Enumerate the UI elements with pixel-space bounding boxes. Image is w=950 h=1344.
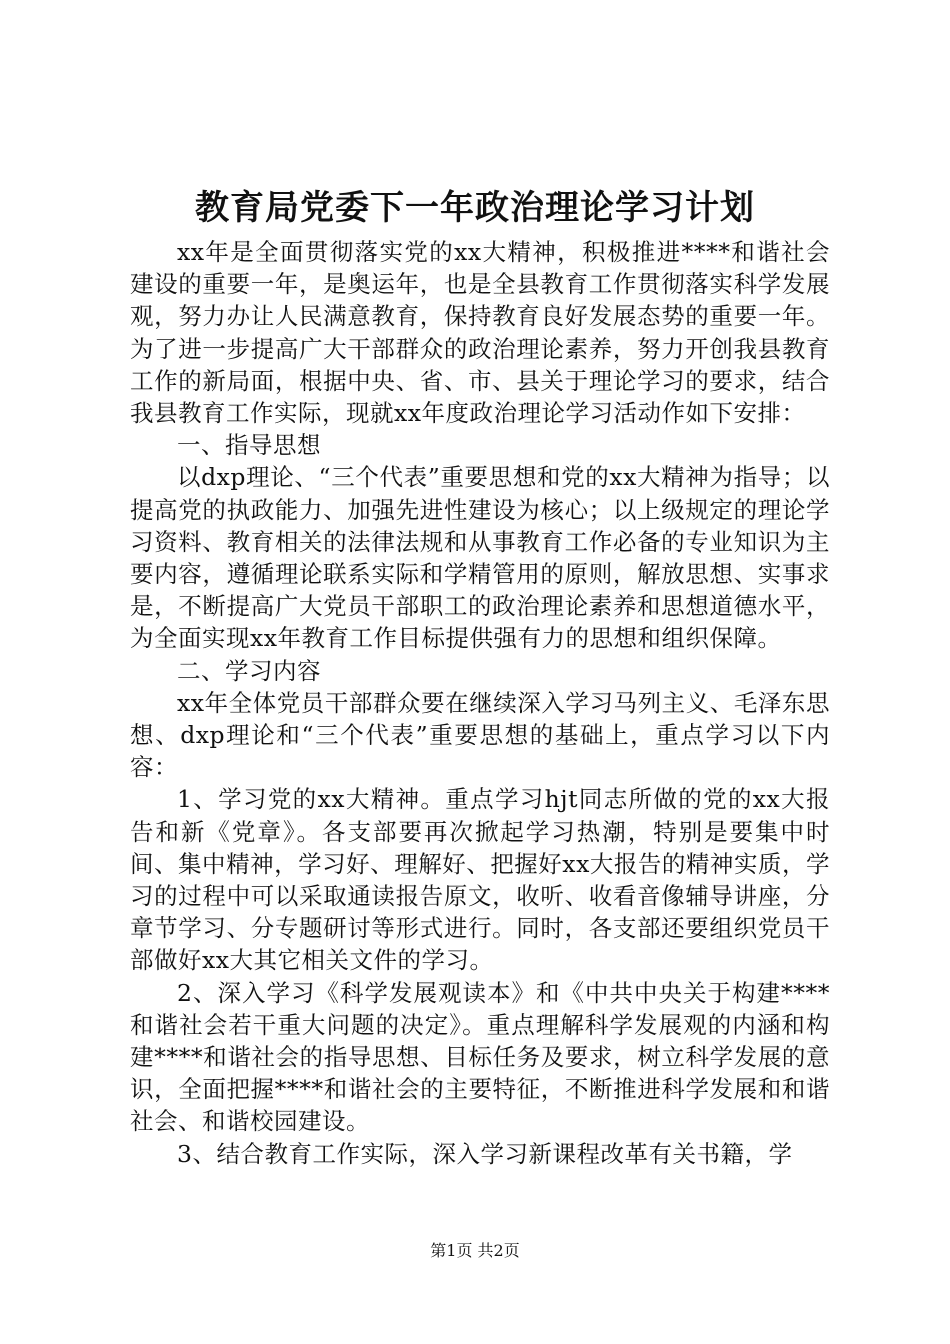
study-item-3: 3、结合教育工作实际，深入学习新课程改革有关书籍，学 [177, 1139, 793, 1168]
document-title: 教育局党委下一年政治理论学习计划 [195, 188, 755, 228]
guiding-thought-paragraph: 以dxp理论、“三个代表”重要思想和党的xx大精神为指导；以提高党的执政能力、加强先进性建设为核心；以上级规定的理论学习资料、教育相关的法律法规和从事教育工作必备的专业知识为主要内容，遵循理论联系实际和学精管用的原则，解放思想、实事求是，不断提高广大党员干部职工的政治理论素养和思想道德水平，为全面实现xx年教育工作目标提供强有力的思想和组织保障。 [130, 463, 830, 653]
intro-paragraph: xx年是全面贯彻落实党的xx大精神，积极推进****和谐社会建设的重要一年，是奥运年，也是全县教育工作贯彻落实科学发展观，努力办让人民满意教育，保持教育良好发展态势的重要一年。为了进一步提高广大干部群众的政治理论素养，努力开创我县教育工作的新局面，根据中央、省、市、县关于理论学习的要求，结合我县教育工作实际，现就xx年度政治理论学习活动作如下安排： [130, 238, 830, 428]
document-body [130, 236, 830, 1170]
page-footer: 第1页 共2页 [430, 1241, 520, 1260]
study-item-1: 1、学习党的xx大精神。重点学习hjt同志所做的党的xx大报告和新《党章》。各支部要再次掀起学习热潮，特别是要集中时间、集中精神，学习好、理解好、把握好xx大报告的精神实质，学习的过程中可以采取通读报告原文，收听、收看音像辅导讲座，分章节学习、分专题研讨等形式进行。同时，各支部还要组织党员干部做好xx大其它相关文件的学习。 [130, 785, 830, 975]
section-heading-study-content: 二、学习内容 [177, 656, 321, 685]
study-content-paragraph: xx年全体党员干部群众要在继续深入学习马列主义、毛泽东思想、dxp理论和“三个代表”重要思想的基础上，重点学习以下内容： [130, 688, 830, 782]
section-heading-guiding-thought: 一、指导思想 [177, 431, 321, 460]
study-item-2: 2、深入学习《科学发展观读本》和《中共中央关于构建****和谐社会若干重大问题的决定》。重点理解科学发展观的内涵和构建****和谐社会的指导思想、目标任务及要求，树立科学发展的意识，全面把握****和谐社会的主要特征，不断推进科学发展和和谐社会、和谐校园建设。 [130, 978, 830, 1136]
